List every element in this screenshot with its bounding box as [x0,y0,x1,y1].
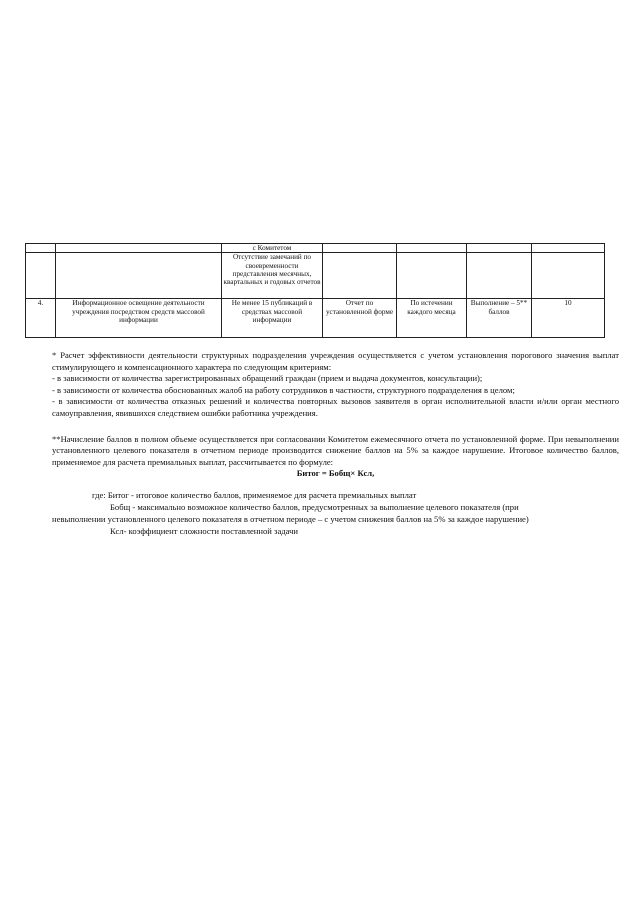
criteria-table [25,243,605,338]
row-number-cell [26,253,56,299]
table-row [26,244,605,253]
term-cell: По истечении каждого месяца [397,299,467,338]
points-cell [532,253,605,299]
criterion-item: - в зависимости от количества зарегистрированных обращений граждан (прием и выдача документов, консультации); [52,373,483,384]
definition-line: где: Битог - итоговое количество баллов, применяемое для расчета премиальных выплат [92,490,417,500]
term-cell [397,253,467,299]
definition-line: Ксл- коэффициент сложности поставленной задачи [110,526,299,536]
term-cell [397,244,467,253]
row-number-cell [26,244,56,253]
report-form-cell [323,244,397,253]
report-form-cell: Отчет по установленной форме [323,299,397,338]
indicator-cell: Отсутствие замечаний по своевременности представления месячных, квартальных и годовых отчетов [222,253,323,299]
table-row [26,253,605,299]
indicator-cell: с Комитетом [222,244,323,253]
formula: Битог = Бобщ× Ксл, [296,468,375,479]
criteria-cell [467,253,532,299]
footnotes [52,350,619,480]
points-cell: 10 [532,299,605,338]
activity-cell: Информационное освещение деятельности учреждения посредством средств массовой информации [56,299,222,338]
report-form-cell [323,253,397,299]
criterion-item: - в зависимости от количества обоснованных жалоб на работу сотрудников в частности, структурного подразделения в целом; [52,384,515,395]
activity-cell [56,244,222,253]
footnote-star1: * Расчет эффективности деятельности структурных подразделения учреждения осуществляется с учетом установления порогового значения выплат стимулирующего и компенсационного характера по следующим критериям: [52,350,619,372]
criteria-cell [467,244,532,253]
criterion-item: - в зависимости от количества отказных решений и количества повторных вызовов заявителя в орган исполнительной власти и/или орган местного самоуправления, явившихся следствием ошибки работника учреждения. [52,396,619,418]
indicator-cell: Не менее 15 публикаций в средствах массовой информации [222,299,323,338]
footnote-star2: **Начисление баллов в полном объеме осуществляется при согласовании Комитетом ежемесячного отчета по установленной форме. При невыполнении установленного целевого показателя в отчетном периоде производится снижение баллов на 5% за каждое нарушение. Итоговое количество баллов, применяемое для расчета премиальных выплат, рассчитывается по формуле: [52,433,619,467]
table-row [26,299,605,338]
activity-cell [56,253,222,299]
points-cell [532,244,605,253]
definition-line: невыполнении установленного целевого показателя в отчетном периоде – с учетом снижения баллов на 5% за каждое нарушение) [52,514,529,524]
definition-line: Бобщ - максимально возможное количество баллов, предусмотренных за выполнение целевого показателя (при [110,502,519,512]
row-number-cell: 4. [26,299,56,338]
criteria-cell: Выполнение – 5** баллов [467,299,532,338]
